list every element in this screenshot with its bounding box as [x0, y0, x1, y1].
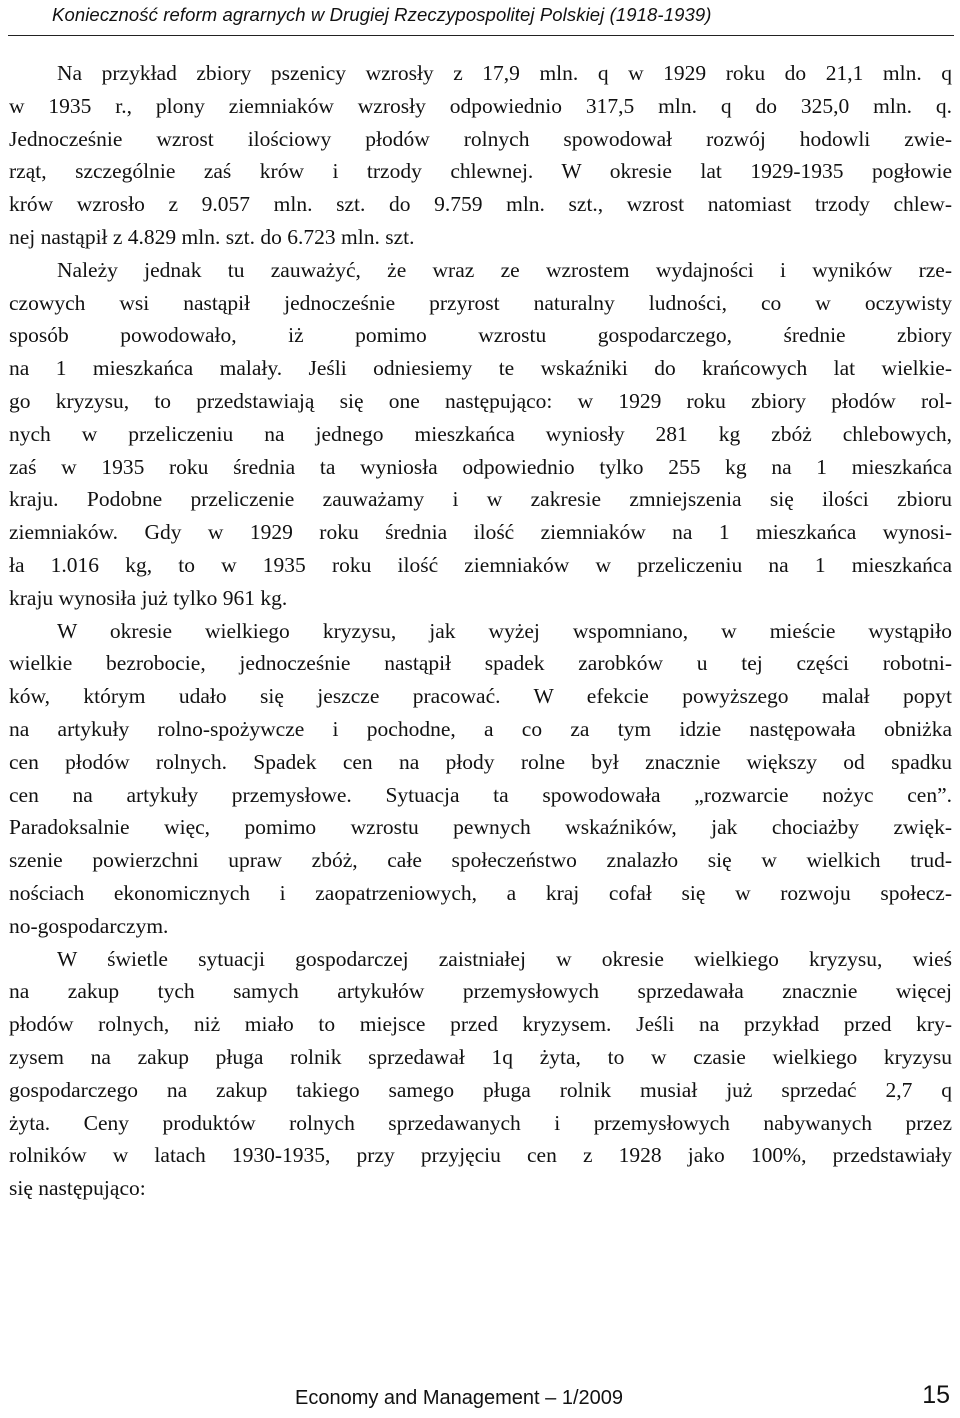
text-line: gospodarczego na zakup takiego samego pługa rolnik musiał już sprzedać 2,7 q	[9, 1077, 952, 1102]
text-line: W świetle sytuacji gospodarczej zaistniałej w okresie wielkiego kryzysu, wieś	[57, 946, 952, 971]
text-line: cen płodów rolnych. Spadek cen na płody rolne był znacznie większy od spadku	[9, 749, 952, 774]
text-line: no-gospodarczym.	[9, 913, 169, 938]
text-line: kraju wynosiła już tylko 961 kg.	[9, 585, 288, 610]
text-line: sposób powodowało, iż pomimo wzrostu gospodarczego, średnie zbiory	[9, 323, 952, 348]
text-line: nościach ekonomicznych i zaopatrzeniowych, a kraj cofał się w rozwoju społecz-	[9, 880, 952, 905]
text-line: wielkie bezrobocie, jednocześnie nastąpił spadek zarobków u tej części robotni-	[9, 651, 952, 676]
text-line: w 1935 r., plony ziemniaków wzrosły odpowiednio 317,5 mln. q do 325,0 mln. q.	[9, 93, 952, 118]
header-divider	[8, 35, 954, 36]
text-line: zysem na zakup pługa rolnik sprzedawał 1q żyta, to w czasie wielkiego kryzysu	[9, 1044, 952, 1069]
text-line: ła 1.016 kg, to w 1935 roku ilość ziemniaków w przeliczeniu na 1 mieszkańca	[9, 552, 952, 577]
text-line: nej nastąpił z 4.829 mln. szt. do 6.723 mln. szt.	[9, 224, 415, 249]
running-header-title: Konieczność reform agrarnych w Drugiej Rzeczypospolitej Polskiej (1918-1939)	[52, 4, 712, 25]
text-line: żyta. Ceny produktów rolnych sprzedawanych i przemysłowych nabywanych przez	[9, 1110, 952, 1135]
text-line: na artykuły rolno-spożywcze i pochodne, a co za tym idzie następowała obniżka	[9, 716, 952, 741]
text-line: płodów rolnych, niż miało to miejsce przed kryzysem. Jeśli na przykład przed kry-	[9, 1012, 952, 1037]
text-line: szenie powierzchni upraw zbóż, całe społeczeństwo znalazło się w wielkich trud-	[9, 848, 952, 873]
text-line: na 1 mieszkańca malały. Jeśli odniesiemy te wskaźniki do krańcowych lat wielkie-	[9, 356, 952, 381]
text-line: ziemniaków. Gdy w 1929 roku średnia ilość ziemniaków na 1 mieszkańca wynosi-	[9, 520, 952, 545]
footer-journal: Economy and Management – 1/2009	[295, 1387, 623, 1409]
text-line: rolników w latach 1930-1935, przy przyjęciu cen z 1928 jako 100%, przedstawiały	[9, 1143, 952, 1168]
text-line: go kryzysu, to przedstawiają się one następująco: w 1929 roku zbiory płodów rol-	[9, 388, 952, 413]
text-line: ków, którym udało się jeszcze pracować. W efekcie powyższego malał popyt	[9, 684, 952, 709]
text-line: nych w przeliczeniu na jednego mieszkańca wyniosły 281 kg zbóż chlebowych,	[9, 421, 952, 446]
text-line: się następująco:	[9, 1176, 146, 1201]
text-line: Paradoksalnie więc, pomimo wzrostu pewnych wskaźników, jak chociażby zwięk-	[9, 815, 952, 840]
text-line: Należy jednak tu zauważyć, że wraz ze wzrostem wydajności i wyników rze-	[57, 257, 952, 282]
text-line: W okresie wielkiego kryzysu, jak wyżej wspomniano, w mieście wystąpiło	[57, 618, 952, 643]
text-line: Jednocześnie wzrost ilościowy płodów rolnych spowodował rozwój hodowli zwie-	[9, 126, 952, 151]
text-line: cen na artykuły przemysłowe. Sytuacja ta spowodowała „rozwarcie nożyc cen”.	[9, 782, 952, 807]
text-line: kraju. Podobne przeliczenie zauważamy i w zakresie zmniejszenia się ilości zbioru	[9, 487, 952, 512]
text-line: na zakup tych samych artykułów przemysłowych sprzedawała znacznie więcej	[9, 979, 952, 1004]
text-line: rząt, szczególnie zaś krów i trzody chlewnej. W okresie lat 1929-1935 pogłowie	[9, 159, 952, 184]
text-line: Na przykład zbiory pszenicy wzrosły z 17,9 mln. q w 1929 roku do 21,1 mln. q	[57, 61, 952, 85]
text-line: zaś w 1935 roku średnia ta wyniosła odpowiednio tylko 255 kg na 1 mieszkańca	[9, 454, 952, 479]
text-line: krów wzrosło z 9.057 mln. szt. do 9.759 mln. szt., wzrost natomiast trzody chlew-	[9, 192, 952, 217]
article-body	[9, 57, 952, 1205]
page-number: 15	[922, 1381, 950, 1409]
text-line: czowych wsi nastąpił jednocześnie przyrost naturalny ludności, co w oczywisty	[9, 290, 952, 315]
